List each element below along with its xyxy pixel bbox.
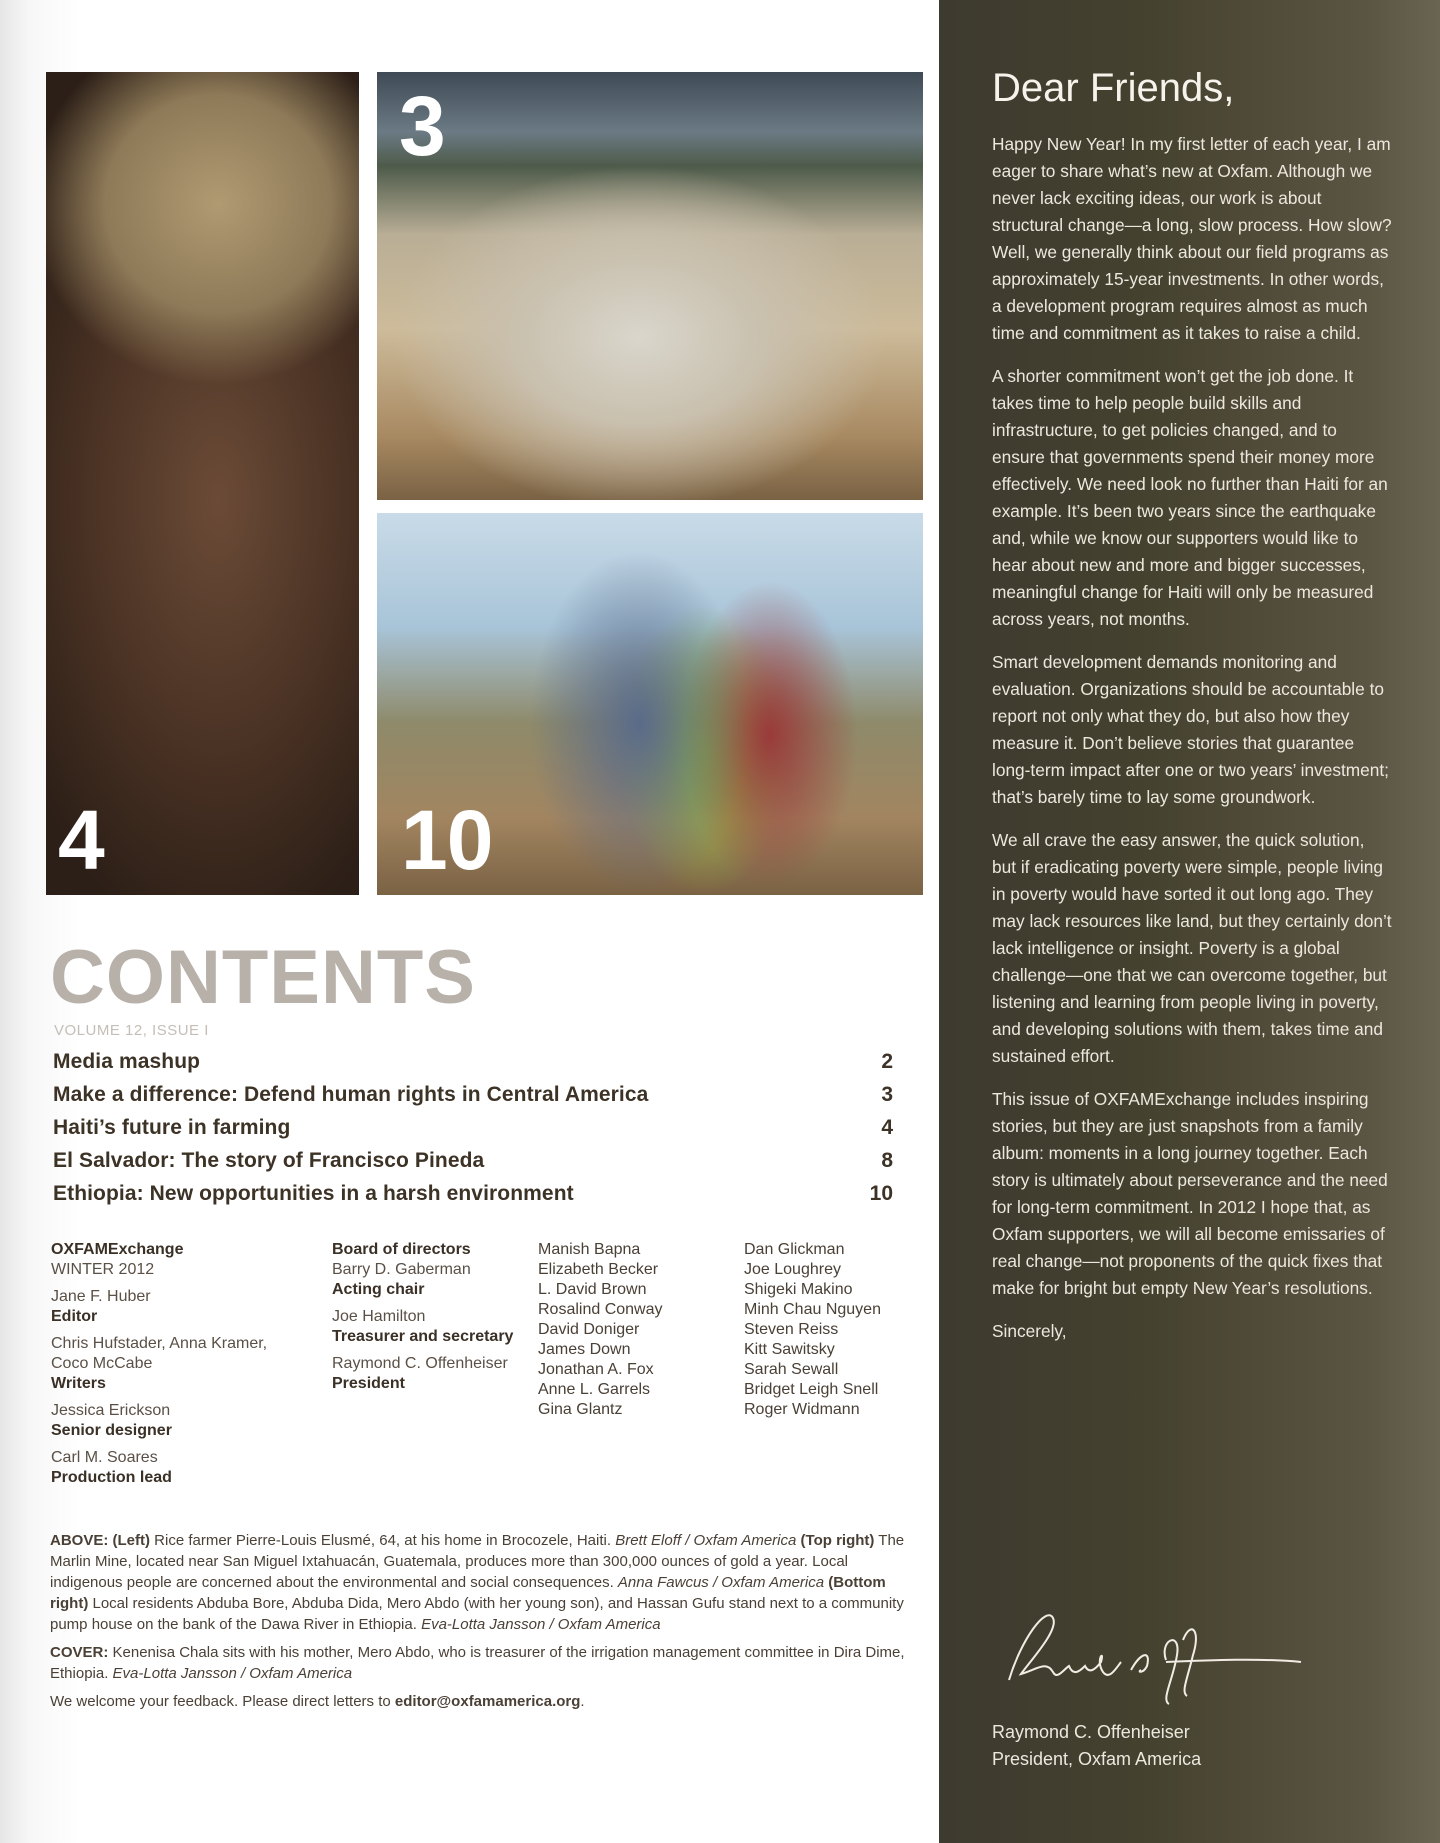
farmer-photo <box>46 72 359 895</box>
toc-item[interactable] <box>53 1050 893 1083</box>
staff-name: Jane F. Huber <box>51 1288 151 1305</box>
board-member: Jonathan A. Fox <box>538 1361 654 1378</box>
board-member: Steven Reiss <box>744 1321 839 1338</box>
officer-entry <box>332 1307 532 1347</box>
board-member: David Doniger <box>538 1321 640 1338</box>
toc-item-title: Ethiopia: New opportunities in a harsh environment <box>53 1182 574 1205</box>
toc-item-page: 3 <box>881 1083 893 1106</box>
staff-role: Production lead <box>51 1469 172 1486</box>
photo-captions <box>50 1530 920 1719</box>
signature-image <box>991 1600 1311 1710</box>
signer-name: Raymond C. Offenheiser <box>992 1722 1190 1742</box>
toc-item-title: Make a difference: Defend human rights in Central America <box>53 1083 649 1106</box>
family-photo <box>377 513 923 895</box>
toc-item[interactable] <box>53 1182 893 1215</box>
letter-body <box>992 131 1392 1361</box>
cover-caption: COVER: Kenenisa Chala sits with his mother, Mero Abdo, who is treasurer of the irrigation management committee in Dira Dime, Ethiopia. Eva-Lotta Jansson / Oxfam America <box>50 1644 905 1682</box>
board-members-col1 <box>538 1240 728 1420</box>
board-heading: Board of directors <box>332 1241 471 1258</box>
board-member: Kitt Sawitsky <box>744 1341 835 1358</box>
board-member: Shigeki Makino <box>744 1281 853 1298</box>
officer-name: Barry D. Gaberman <box>332 1261 471 1278</box>
photo-page-number: 4 <box>58 793 104 887</box>
staff-role: Editor <box>51 1308 98 1325</box>
board-member: Bridget Leigh Snell <box>744 1381 879 1398</box>
toc-item-page: 2 <box>881 1050 893 1073</box>
photo-page-number: 3 <box>399 79 445 173</box>
toc-item[interactable] <box>53 1083 893 1116</box>
officer-name: Raymond C. Offenheiser <box>332 1355 508 1372</box>
mine-photo <box>377 72 923 500</box>
board-member: Manish Bapna <box>538 1241 641 1258</box>
letter-paragraph: This issue of OXFAMExchange includes inspiring stories, but they are just snapshots from a family album: moments in a long journey together. Each story is ultimately about perseverance and the need for long-term commitment. In 2012 I hope that, as Oxfam supporters, we will all become emissaries of real change—not proponents of the quick fixes that make for bright but empty New Year’s resolutions. <box>992 1089 1388 1298</box>
feedback-email-link[interactable]: editor@oxfamamerica.org <box>394 1693 581 1710</box>
staff-entry <box>51 1401 291 1441</box>
toc-item-page: 10 <box>869 1182 893 1205</box>
staff-name: Chris Hufstader, Anna Kramer, Coco McCabe <box>51 1335 268 1372</box>
contents-title: CONTENTS <box>50 935 476 1020</box>
toc-item-page: 4 <box>881 1116 893 1139</box>
board-members-col2 <box>744 1240 924 1420</box>
signer-block <box>992 1719 1201 1773</box>
photo-page-number: 10 <box>401 793 493 887</box>
letter-column <box>939 0 1440 1843</box>
toc-item[interactable] <box>53 1116 893 1149</box>
board-member: Roger Widmann <box>744 1401 860 1418</box>
board-member: Gina Glantz <box>538 1401 623 1418</box>
toc-item[interactable] <box>53 1149 893 1182</box>
toc-item-page: 8 <box>881 1149 893 1172</box>
letter-paragraph: Happy New Year! In my first letter of each year, I am eager to share what’s new at Oxfam. Although we never lack exciting ideas, our work is about structural change—a long, slow process. How slow? Well, we generally think about our field programs as approximately 15-year investments. In other words, a development program requires almost as much time and commitment as it takes to raise a child. <box>992 134 1392 343</box>
officer-role: President <box>332 1375 405 1392</box>
toc-item-title: El Salvador: The story of Francisco Pineda <box>53 1149 485 1172</box>
board-member: Elizabeth Becker <box>538 1261 659 1278</box>
masthead-board-officers <box>332 1240 532 1401</box>
board-member: Joe Loughrey <box>744 1261 841 1278</box>
staff-name: Jessica Erickson <box>51 1402 171 1419</box>
table-of-contents <box>53 1050 893 1215</box>
staff-entry <box>51 1448 291 1488</box>
letter-paragraph: A shorter commitment won’t get the job done. It takes time to help people build skills and infrastructure, to get policies changed, and to ensure that governments spend their money more effectively. We need look no further than Haiti for an example. It’s been two years since the earthquake and, while we know our supporters would like to hear about new and more and bigger successes, meaningful change for Haiti will only be measured across years, not months. <box>992 366 1388 629</box>
staff-role: Writers <box>51 1375 106 1392</box>
staff-entry <box>51 1334 291 1394</box>
publication-name: OXFAMExchange <box>51 1241 184 1258</box>
masthead-staff <box>51 1240 291 1495</box>
letter-salutation: Dear Friends, <box>992 66 1235 110</box>
feedback-line: We welcome your feedback. Please direct letters to editor@oxfamamerica.org. <box>50 1693 585 1710</box>
staff-entry <box>51 1287 291 1327</box>
signer-title: President, Oxfam America <box>992 1749 1202 1769</box>
board-member: Rosalind Conway <box>538 1301 663 1318</box>
letter-paragraph: Smart development demands monitoring and evaluation. Organizations should be accountable to report not only what they do, but also how they measure it. Don’t believe stories that guarantee long-term impact after one or two years’ investment; that’s barely time to lay some groundwork. <box>992 652 1389 807</box>
officer-role: Acting chair <box>332 1281 425 1298</box>
above-caption: ABOVE: (Left) Rice farmer Pierre-Louis Elusmé, 64, at his home in Brocozele, Haiti. Brett Eloff / Oxfam America (Top right) The Marlin Mine, located near San Miguel Ixtahuacán, Guatemala, produces more than 300,000 ounces of gold a year. Local indigenous people are concerned about the environmental and social consequences. Anna Fawcus / Oxfam America (Bottom right) Local residents Abduba Bore, Abduba Dida, Mero Abdo (with her young son), and Hassan Gufu stand next to a community pump house on the bank of the Dawa River in Ethiopia. Eva-Lotta Jansson / Oxfam America <box>50 1532 905 1633</box>
board-member: Sarah Sewall <box>744 1361 839 1378</box>
letter-paragraph: We all crave the easy answer, the quick solution, but if eradicating poverty were simple, people living in poverty would have sorted it out long ago. They may lack resources like land, but they certainly don’t lack intelligence or insight. Poverty is a global challenge—one that we can overcome together, but listening and learning from people living in poverty, and developing solutions with them, takes time and sustained effort. <box>992 830 1392 1066</box>
board-member: James Down <box>538 1341 631 1358</box>
officer-name: Joe Hamilton <box>332 1308 426 1325</box>
toc-item-title: Haiti’s future in farming <box>53 1116 291 1139</box>
issue-label: VOLUME 12, ISSUE I <box>54 1022 209 1039</box>
officer-role: Treasurer and secretary <box>332 1328 514 1345</box>
board-member: Dan Glickman <box>744 1241 845 1258</box>
toc-item-title: Media mashup <box>53 1050 201 1073</box>
publication-season: WINTER 2012 <box>51 1261 155 1278</box>
board-member: Anne L. Garrels <box>538 1381 651 1398</box>
letter-closing: Sincerely, <box>992 1321 1067 1341</box>
staff-role: Senior designer <box>51 1422 172 1439</box>
officer-entry <box>332 1354 532 1394</box>
board-member: Minh Chau Nguyen <box>744 1301 881 1318</box>
board-member: L. David Brown <box>538 1281 647 1298</box>
staff-name: Carl M. Soares <box>51 1449 158 1466</box>
